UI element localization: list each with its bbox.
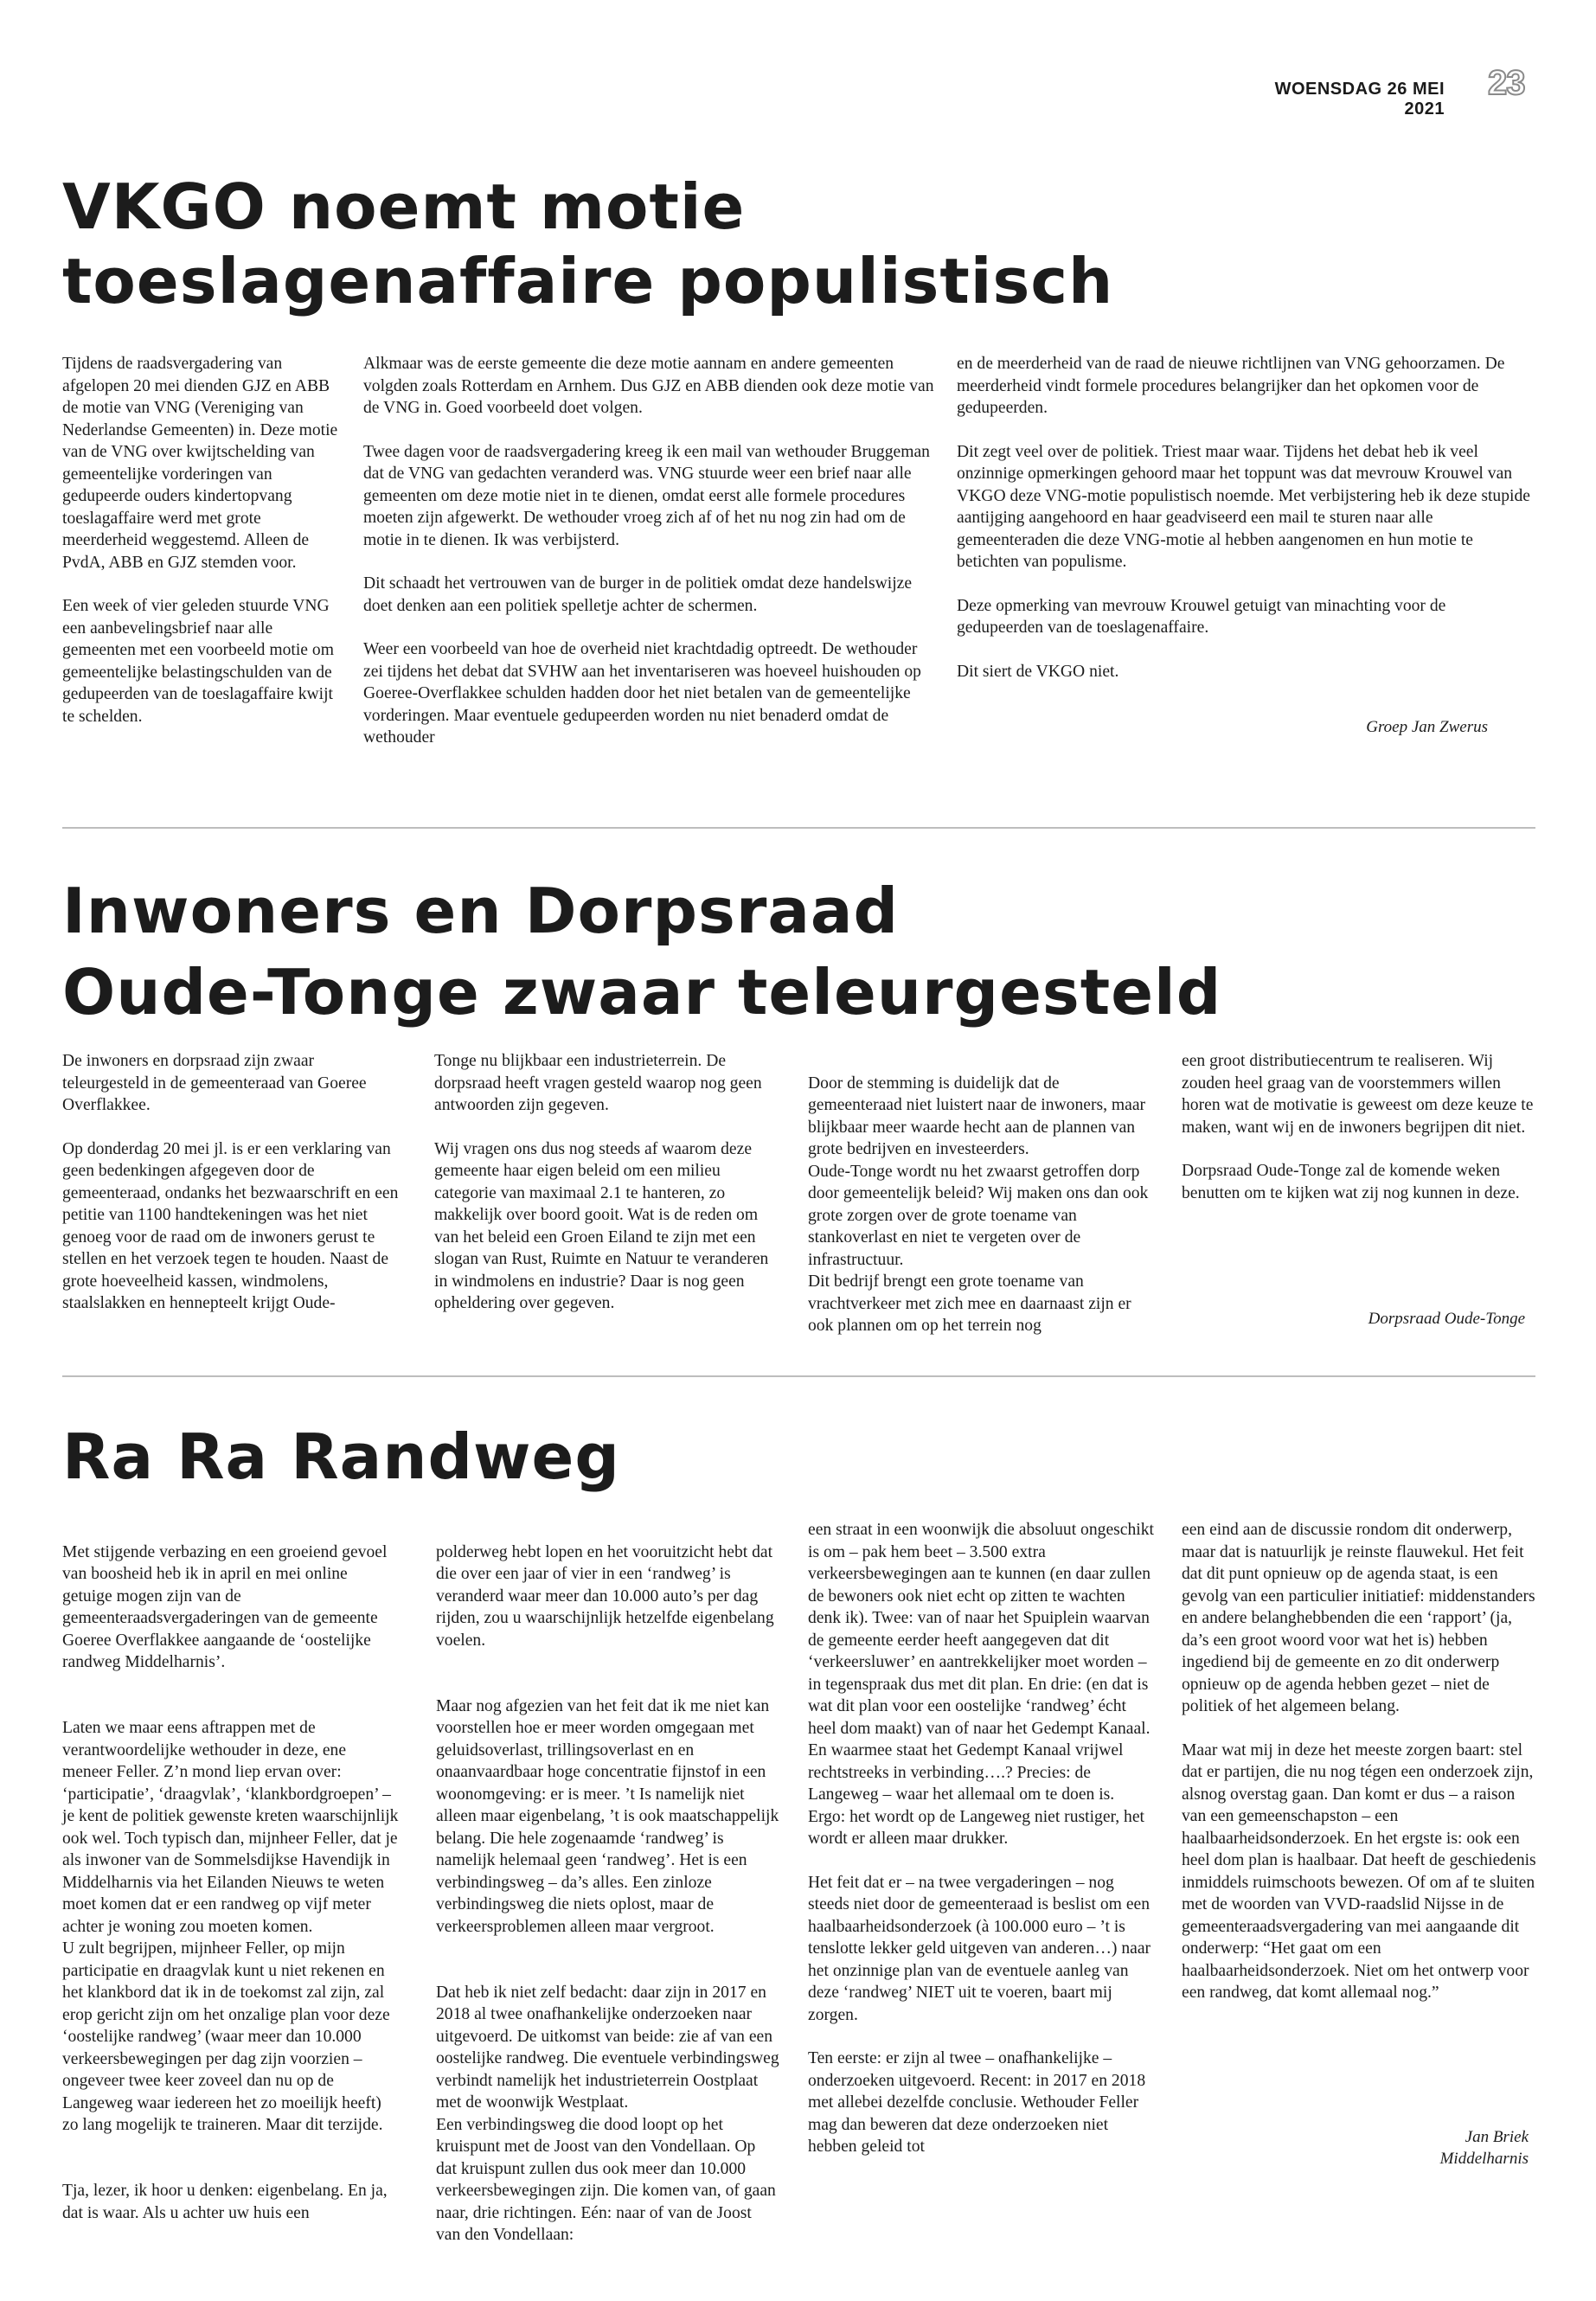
paragraph: Het feit dat er – na twee vergaderingen – nog steeds niet door de gemeenteraad is beslist om een haalbaarheidsonderzoek (à 100.000 euro – ’t is tenslotte lekker geld uitgeven van anderen…) naar het onzinnige plan van de eventuele aanleg van deze ‘randweg’ NIET uit te voeren, baart mij zorgen. [808, 1873, 1151, 2024]
article-2-signature: Dorpsraad Oude-Tonge [1368, 1310, 1525, 1328]
paragraph: Wij vragen ons dus nog steeds af waarom deze gemeente haar eigen beleid om een milieu categorie van maximaal 2.1 te hanteren, zo makkelijk over boord gooit. Wat is de reden om van het beleid een Groen Eiland te zijn met een slogan van Rust, Ruimte en Natuur te veranderen in windmolens en industrie? Daar is nog geen opheldering over gegeven. [434, 1139, 769, 1312]
paragraph: Deze opmerking van mevrouw Krouwel getuigt van minachting voor de gedupeerden van de toeslagenaffaire. [957, 596, 1446, 637]
paragraph: Maar nog afgezien van het feit dat ik me niet kan voorstellen hoe er meer worden omgegaan met geluidsoverlast, trillingsoverlast en en onaanvaardbaar hoge concentratie fijnstof in een woonomgeving: er is meer. ’t Is namelijk niet alleen maar eigenbelang, ’t is ook maatschappelijk belang. Die hele zogenaamde ‘randweg’ is namelijk helemaal geen ‘randweg’. Het is een verbindingsweg – da’s alles. Een zinloze verbindingsweg die niets oplost, maar de verkeersproblemen alleen maar vergroot. [436, 1696, 779, 1936]
paragraph: en de meerderheid van de raad de nieuwe richtlijnen van VNG gehoorzamen. De meerderheid vindt formele procedures belangrijker dan het opkomen voor de gedupeerden. [957, 355, 1505, 417]
paragraph: Met stijgende verbazing en een groeiend gevoel van boosheid heb ik in april en mei online getuige mogen zijn van de gemeenteraadsvergaderingen van de gemeente Goeree Overflakkee aangaande de ‘oostelijke randweg Middelharnis’. [62, 1542, 388, 1671]
article-2-headline [62, 870, 1221, 1033]
article-1-column-3 [957, 353, 1535, 683]
paragraph: Twee dagen voor de raadsvergadering kreeg ik een mail van wethouder Bruggeman dat de VNG van gedachten veranderd was. VNG stuurde weer een brief naar alle gemeenten om deze motie niet in te dienen, omdat eerst alle formele procedures moeten zijn afgewerkt. De wethouder vroeg zich af of het nu nog zin had om de motie in te dienen. Ik was verbijsterd. [363, 442, 930, 549]
paragraph: Een week of vier geleden stuurde VNG een aanbevelingsbrief naar alle gemeenten met een voorbeeld motie om gemeentelijke belastingschulden van de gedupeerden van de toeslagaffaire kwijt te schelden. [62, 597, 334, 726]
paragraph: Laten we maar eens aftrappen met de verantwoordelijke wethouder in deze, ene meneer Feller. Z’n mond liep ervan over: ‘participatie’, ‘draagvlak’, ‘klankbordgroepen’ – je kent de politiek gewenste kreten waarschijnlijk ook wel. Toch typisch dan, mijnheer Feller, dat je als inwoner van de Sommelsdijkse Havendijk in Middelharnis via het Eilanden Nieuws te weten moet komen dat er een randweg op vijf meter achter je woning zou moeten komen. U zult begrijpen, mijnheer Feller, op mijn participatie en draagvlak kunt u niet rekenen en het klankbord dat ik in de toekomst zal zijn, zal erop gericht zijn om het onzalige plan voor deze ‘oostelijke randweg’ (waar meer dan 10.000 verkeersbewegingen per dag zijn voorzien – ongeveer twee keer zoveel dan nu op de Langeweg waar iedereen het zo moeilijk heeft) zo lang mogelijk te traineren. Maar dit terzijde. [62, 1719, 399, 2134]
paragraph: Weer een voorbeeld van hoe de overheid niet krachtdadig optreedt. De wethouder zei tijdens het debat dat SVHW aan het inventariseren was hoeveel huishouden op Goeree-Overflakkee schulden hadden door het niet betalen van de gemeentelijke vorderingen. Maar eventuele gedupeerden worden nu niet benaderd omdat de wethouder [363, 640, 921, 747]
article-2-column-1 [62, 1050, 400, 1315]
paragraph: Dat heb ik niet zelf bedacht: daar zijn in 2017 en 2018 al twee onafhankelijke onderzoeken naar uitgevoerd. De uitkomst van beide: zie af van een oostelijke randweg. Die eventuele verbindingsweg verbindt namelijk het industrieterrein Oostplaat met de woonwijk Westplaat. Een verbindingsweg die dood loopt op het kruispunt met de Joost van den Vondellaan. Op dat kruispunt zullen dus ook meer dan 10.000 verkeersbewegingen zijn. Die komen van, of gaan naar, drie richtingen. Eén: naar of van de Joost van den Vondellaan: [436, 1983, 779, 2244]
signature-place: Middelharnis [1439, 2150, 1529, 2168]
paragraph: Tonge nu blijkbaar een industrieterrein. De dorpsraad heeft vragen gesteld waarop nog geen antwoorden zijn gegeven. [434, 1052, 762, 1114]
paragraph: een straat in een woonwijk die absoluut ongeschikt is om – pak hem beet – 3.500 extra verkeersbewegingen aan te kunnen (en daar zullen de bewoners ook niet echt op zitten te wachten denk ik). Twee: van of naar het Spuiplein waarvan de gemeente eerder heeft aangegeven dat dit ‘verkeersluwer’ en aantrekkelijker moet worden – in tegenspraak dus met dit plan. En drie: (en dat is wat dit plan voor een oostelijke ‘randweg’ écht heel dom maakt) van of naar het Gedempt Kanaal. En waarmee staat het Gedempt Kanaal vrijwel rechtstreeks in verbinding….? Precies: de Langeweg – waar het allemaal om te doen is. Ergo: het wordt op de Langeweg niet rustiger, het wordt er alleen maar drukker. [808, 1521, 1154, 1848]
paragraph: De inwoners en dorpsraad zijn zwaar teleurgesteld in de gemeenteraad van Goeree Overflakkee. [62, 1052, 367, 1114]
article-3-column-4 [1182, 1519, 1536, 2004]
paragraph: een eind aan de discussie rondom dit onderwerp, maar dat is natuurlijk je reinste flauwekul. Het feit dat dit punt opnieuw op de agenda staat, is een gevolg van een particulier initiatief: middenstanders en andere belanghebbenden die een ‘rapport’ (ja, da’s een groot woord voor wat het is) hebben ingediend bij de gemeente en zo dit onderwerp opnieuw op de agenda hebben gezet – niet de politiek of het algemeen belang. [1182, 1521, 1535, 1715]
article-2-column-2 [434, 1050, 780, 1315]
paragraph: Op donderdag 20 mei jl. is er een verklaring van geen bedenkingen afgegeven door de gemeenteraad, ondanks het bezwaarschrift en een petitie van 1100 handtekeningen was het niet genoeg voor de raad om de inwoners gerust te stellen en het verzoek tegen te houden. Naast de grote hoeveelheid kassen, windmolens, staalslakken en hennepteelt krijgt Oude- [62, 1139, 399, 1312]
paragraph: Dorpsraad Oude-Tonge zal de komende weken benutten om te kijken wat zij nog kunnen in deze. [1182, 1162, 1520, 1202]
paragraph: polderweg hebt lopen en het vooruitzicht hebt dat die over een jaar of vier in een ‘randweg’ is veranderd waar meer dan 10.000 auto’s per dag rijden, zou u waarschijnlijk hetzelfde eigenbelang voelen. [436, 1542, 774, 1650]
article-2-column-4 [1182, 1050, 1536, 1204]
article-1-headline [62, 170, 1113, 318]
paragraph: Alkmaar was de eerste gemeente die deze motie aannam en andere gemeenten volgden zoals Rotterdam en Arnhem. Dus GJZ en ABB dienden ook deze motie van de VNG in. Goed voorbeeld doet volgen. [363, 355, 934, 417]
article-3-column-2 [436, 1519, 780, 2268]
article-3-column-1 [62, 1519, 400, 2247]
article-2-headline-line: Oude-Tonge zwaar teleurgesteld [62, 956, 1222, 1029]
article-2-headline-line: Inwoners en Dorpsraad [62, 875, 900, 947]
article-1-headline-line: toeslagenaffaire populistisch [62, 245, 1114, 317]
paragraph: Tijdens de raadsvergadering van afgelopen 20 mei dienden GJZ en ABB de motie van VNG (Vereniging van Nederlandse Gemeenten) in. Deze motie van de VNG over kwijtschelding van gemeentelijke vorderingen van gedupeerde ouders kindertopvang toeslagaffaire werd met grote meerderheid weggestemd. Alleen de PvdA, ABB en GJZ stemden voor. [62, 355, 338, 572]
paragraph: Ten eerste: er zijn al twee – onafhankelijke – onderzoeken uitgevoerd. Recent: in 2017 en 2018 met allebei dezelfde conclusie. Wethouder Feller mag dan beweren dat deze onderzoeken niet hebben geleid tot [808, 2049, 1146, 2156]
section-divider [62, 827, 1535, 829]
paragraph: een groot distributiecentrum te realiseren. Wij zouden heel graag van de voorstemmers willen horen wat de motivatie is geweest om deze keuze te maken, want wij en de inwoners begrijpen dit niet. [1182, 1052, 1534, 1137]
article-3-headline-line: Ra Ra Randweg [62, 1420, 620, 1493]
paragraph: Tja, lezer, ik hoor u denken: eigenbelang. En ja, dat is waar. Als u achter uw huis een [62, 2182, 388, 2222]
article-2-column-3 [808, 1050, 1154, 1359]
article-1-column-2 [363, 353, 941, 749]
article-3-headline [62, 1415, 620, 1498]
article-3-column-3 [808, 1519, 1154, 2158]
paragraph: Dit schaadt het vertrouwen van de burger in de politiek omdat deze handelswijze doet denken aan een politiek spelletje achter de schermen. [363, 574, 913, 615]
paragraph: Dit zegt veel over de politiek. Triest maar waar. Tijdens het debat heb ik veel onzinnige opmerkingen gehoord maar het toppunt was dat mevrouw Krouwel van VKGO deze VNG-motie populistisch noemde. Met verbijstering heb ik deze stupide aantijging aangehoord en haar geadviseerd een mail te sturen naar alle gemeenteraden die deze VNG-motie al hebben aangenomen en hun motie te betichten van populisme. [957, 442, 1530, 571]
issue-date: WOENSDAG 26 MEI 2021 [1274, 80, 1445, 119]
signature-name: Jan Briek [1465, 2128, 1529, 2146]
article-1-column-1 [62, 353, 339, 727]
paragraph: Dit siert de VKGO niet. [957, 662, 1119, 681]
paragraph: Maar wat mij in deze het meeste zorgen baart: stel dat er partijen, die nu nog tégen een onderzoek zijn, alsnog overstag gaan. Dan komt er dus – a raison van een gemeenschapston – een haalbaarheidsonderzoek. En het ergste is: ook een heel dom plan is haalbaar. Dat heeft de geschiedenis inmiddels ruimschoots bewezen. Of om af te sluiten met de woorden van VVD-raadslid Nijsse in de gemeenteraadsvergadering van mei aangaande dit onderwerp: “Het gaat om een haalbaarheidsonderzoek. Niet om het ontwerp voor een randweg, dat komt allemaal nog.” [1182, 1740, 1536, 2002]
article-1-headline-line: VKGO noemt motie [62, 170, 746, 243]
paragraph: Door de stemming is duidelijk dat de gemeenteraad niet luistert naar de inwoners, maar blijkbaar meer waarde hecht aan de plannen van grote bedrijven en investeerders. Oude-Tonge wordt nu het zwaarst getroffen dorp door gemeentelijk beleid? Wij maken ons dan ook grote zorgen over de grote toename van stankoverlast en niet te vergeten over de infrastructuur. Dit bedrijf brengt een grote toename van vrachtverkeer met zich mee en daarnaast zijn er ook plannen om op het terrein nog [808, 1074, 1149, 1335]
article-1-signature: Groep Jan Zwerus [1366, 718, 1488, 736]
article-3-signature [1298, 2126, 1529, 2170]
section-divider [62, 1375, 1535, 1377]
page-number: 23 [1488, 64, 1525, 102]
